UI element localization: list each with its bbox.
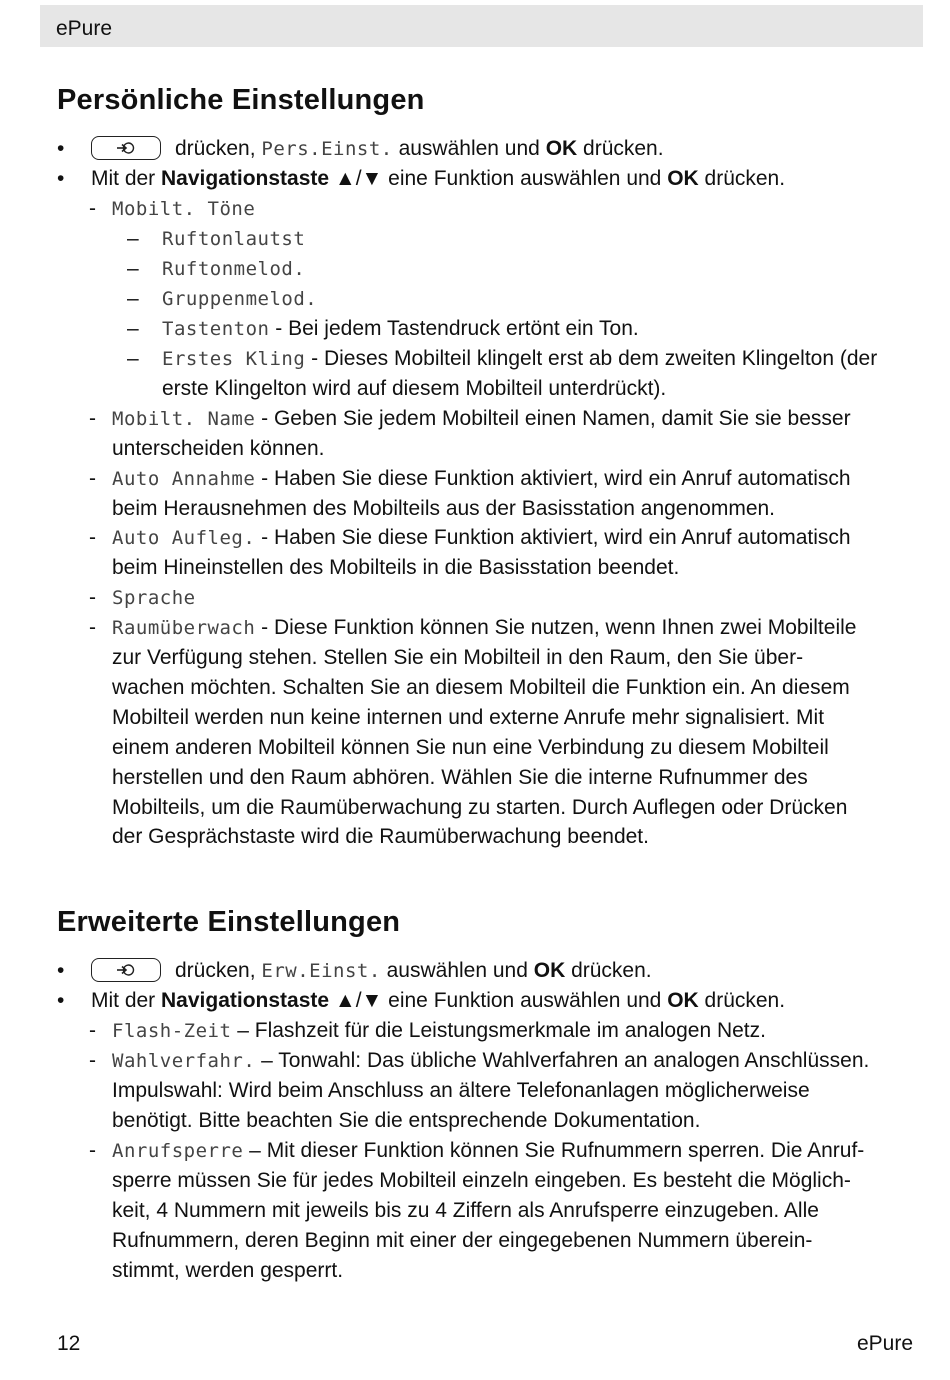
- menu-label: Erw.Einst.: [261, 960, 381, 982]
- nav-arrows-icon: ▲/▼: [329, 989, 389, 1012]
- item-auto-annahme-cont: beim Herausnehmen des Mobilteils aus der Basisstation angenommen.: [112, 497, 776, 520]
- item-wahlverfahr-line2: Impulswahl: Wird beim Anschluss an ältere Telefonanlagen möglicherweise: [112, 1079, 810, 1102]
- item-raumueberwach-line7: Mobilteils, um die Raumüberwachung zu starten. Durch Auflegen oder Drücken: [112, 796, 848, 819]
- item-raumueberwach-line5: einem anderen Mobilteil können Sie nun eine Verbindung zu diesem Mobilteil: [112, 736, 829, 759]
- subitem-erstes-kling-cont: erste Klingelton wird auf diesem Mobilteil unterdrückt).: [162, 377, 667, 400]
- item-auto-aufleg: - Auto Aufleg. - Haben Sie diese Funktion aktiviert, wird ein Anruf automatisch: [89, 526, 851, 549]
- item-anrufsperre-line5: stimmt, werden gesperrt.: [112, 1259, 344, 1282]
- item-sprache: - Sprache: [89, 586, 196, 609]
- item-raumueberwach-line3: wachen möchten. Schalten Sie an diesem Mobilteil die Funktion ein. An diesem: [112, 676, 850, 699]
- menu-label: Pers.Einst.: [261, 138, 393, 160]
- menu-key-icon: [91, 958, 161, 982]
- page-number: 12: [57, 1332, 81, 1355]
- page-header: [40, 5, 923, 47]
- header-brand: ePure: [56, 17, 113, 40]
- bullet-dot: •: [57, 167, 65, 190]
- footer-brand: ePure: [857, 1332, 914, 1355]
- menu-key-icon: [91, 136, 161, 160]
- subitem-tastenton: – Tastenton - Bei jedem Tastendruck ertönt ein Ton.: [127, 317, 639, 340]
- item-anrufsperre-line4: Rufnummern, deren Beginn mit einer der eingegebenen Nummern überein-: [112, 1229, 813, 1252]
- item-auto-annahme: - Auto Annahme - Haben Sie diese Funktion aktiviert, wird ein Anruf automatisch: [89, 467, 851, 490]
- item-mobilt-toene: - Mobilt. Töne: [89, 197, 256, 220]
- nav-arrows-icon: ▲/▼: [329, 167, 389, 190]
- item-mobilt-name-cont: unterscheiden können.: [112, 437, 325, 460]
- subitem-gruppenmelod: – Gruppenmelod.: [127, 287, 318, 310]
- s1-bullet-1: • drücken, Pers.Einst. auswählen und OK drücken.: [57, 134, 937, 164]
- item-raumueberwach-line2: zur Verfügung stehen. Stellen Sie ein Mobilteil in den Raum, den Sie über-: [112, 646, 804, 669]
- item-raumueberwach-line6: herstellen und den Raum abhören. Wählen Sie die interne Rufnummer des: [112, 766, 808, 789]
- bullet-dot: •: [57, 137, 65, 160]
- s2-bullet-2: • Mit der Navigationstaste ▲/▼ eine Funktion auswählen und OK drücken.: [57, 986, 937, 1016]
- section-title-persoenliche: Persönliche Einstellungen: [57, 84, 425, 116]
- s1-bullet-2: • Mit der Navigationstaste ▲/▼ eine Funktion auswählen und OK drücken.: [57, 164, 937, 194]
- subitem-erstes-kling: – Erstes Kling - Dieses Mobilteil klingelt erst ab dem zweiten Klingelton (der: [127, 347, 878, 370]
- item-anrufsperre: - Anrufsperre – Mit dieser Funktion können Sie Rufnummern sperren. Die Anruf-: [89, 1139, 865, 1162]
- section-title-erweiterte: Erweiterte Einstellungen: [57, 906, 401, 938]
- bullet-dot: •: [57, 959, 65, 982]
- item-flash-zeit: - Flash-Zeit – Flashzeit für die Leistungsmerkmale im analogen Netz.: [89, 1019, 766, 1042]
- item-raumueberwach: - Raumüberwach - Diese Funktion können Sie nutzen, wenn Ihnen zwei Mobilteile: [89, 616, 857, 639]
- subitem-ruftonlautst: – Ruftonlautst: [127, 227, 306, 250]
- item-wahlverfahr: - Wahlverfahr. – Tonwahl: Das übliche Wahlverfahren an analogen Anschlüssen.: [89, 1049, 870, 1072]
- item-mobilt-name: - Mobilt. Name - Geben Sie jedem Mobilteil einen Namen, damit Sie sie besser: [89, 407, 851, 430]
- item-auto-aufleg-cont: beim Hineinstellen des Mobilteils in die Basisstation beendet.: [112, 556, 680, 579]
- subitem-ruftonmelod: – Ruftonmelod.: [127, 257, 306, 280]
- item-wahlverfahr-line3: benötigt. Bitte beachten Sie die entsprechende Dokumentation.: [112, 1109, 701, 1132]
- item-raumueberwach-line4: Mobilteil werden nun keine internen und externe Anrufe mehr signalisiert. Mit: [112, 706, 825, 729]
- item-anrufsperre-line3: keit, 4 Nummern mit jeweils bis zu 4 Ziffern als Anrufsperre einzugeben. Alle: [112, 1199, 819, 1222]
- item-raumueberwach-line8: der Gesprächstaste wird die Raumüberwachung beendet.: [112, 825, 649, 848]
- s2-bullet-1: • drücken, Erw.Einst. auswählen und OK drücken.: [57, 956, 937, 986]
- bullet-dot: •: [57, 989, 65, 1012]
- item-anrufsperre-line2: sperre müssen Sie für jedes Mobilteil einzeln eingeben. Es besteht die Möglich-: [112, 1169, 851, 1192]
